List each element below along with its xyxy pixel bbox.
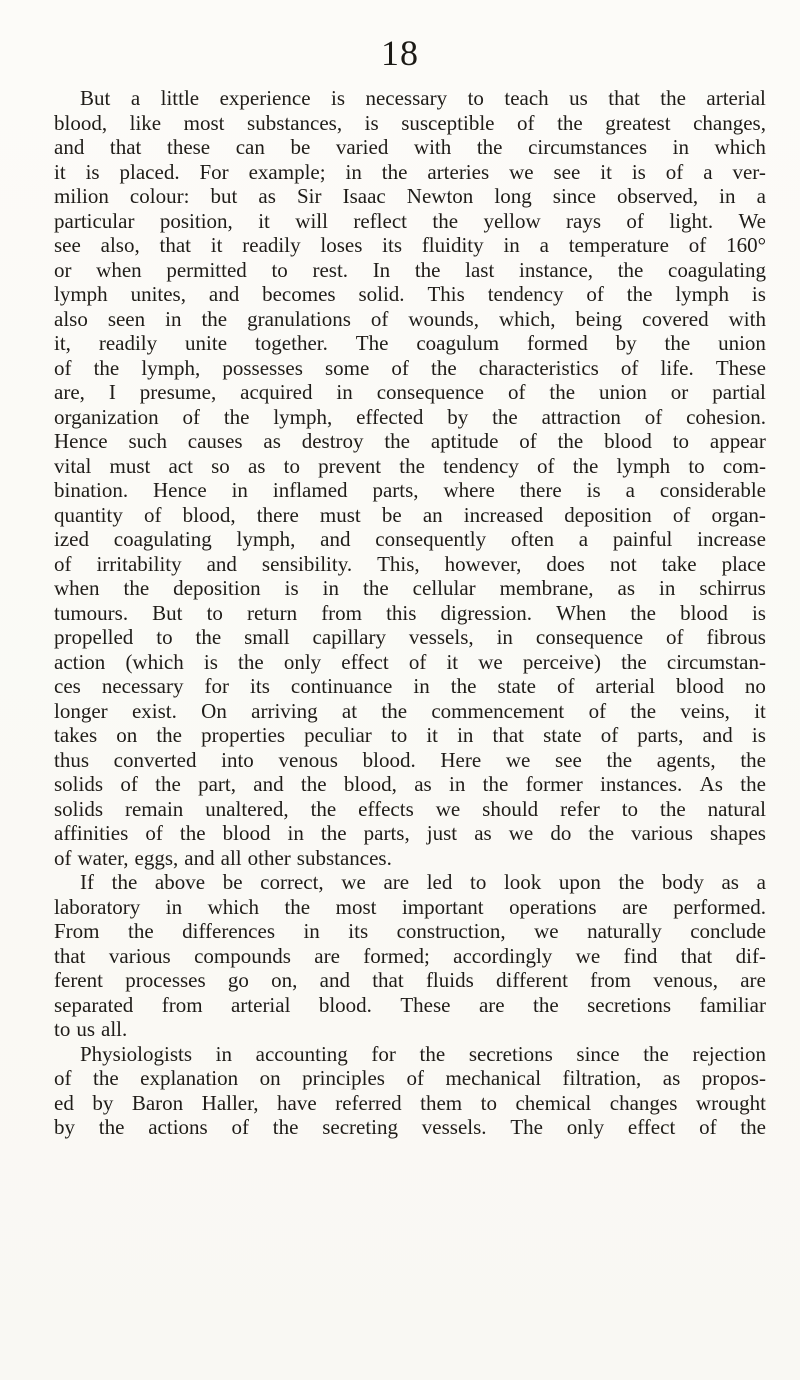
text-line: ed by Baron Haller, have referred them to chemical changes wrought — [54, 1090, 766, 1115]
text-line: Physiologists in accounting for the secretions since the rejection — [80, 1041, 766, 1066]
text-line: affinities of the blood in the parts, just as we do the various shapes — [54, 821, 766, 845]
text-line: blood, like most substances, is susceptible of the greatest changes, — [54, 110, 766, 135]
text-line: ces necessary for its continuance in the state of arterial blood no — [54, 674, 766, 698]
text-line: vital must act so as to prevent the tendency of the lymph to com- — [54, 453, 766, 478]
text-line: are, I presume, acquired in consequence of the union or partial — [54, 380, 766, 404]
text-line: or when permitted to rest. In the last instance, the coagulating — [54, 257, 766, 282]
text-line: longer exist. On arriving at the commencement of the veins, it — [54, 698, 766, 723]
text-line: by the actions of the secreting vessels. The only effect of the — [54, 1115, 766, 1139]
text-line: action (which is the only effect of it we perceive) the circumstan- — [54, 649, 766, 674]
page-number: 18 — [381, 33, 419, 73]
text-line: see also, that it readily loses its fluidity in a temperature of 160° — [54, 233, 766, 257]
text-line: takes on the properties peculiar to it in that state of parts, and is — [54, 723, 766, 747]
text-line: of water, eggs, and all other substances. — [54, 845, 392, 870]
text-line: Hence such causes as destroy the aptitude of the blood to appear — [54, 429, 766, 453]
text-line: But a little experience is necessary to teach us that the arterial — [80, 86, 766, 110]
text-line: ferent processes go on, and that fluids different from venous, are — [54, 968, 766, 992]
text-line: From the differences in its construction, we naturally conclude — [54, 919, 766, 943]
body-text — [54, 86, 766, 1140]
text-line: of the explanation on principles of mechanical filtration, as propos- — [54, 1066, 766, 1090]
text-line: to us all. — [54, 1017, 128, 1041]
text-line: If the above be correct, we are led to look upon the body as a — [80, 870, 766, 894]
text-line: laboratory in which the most important operations are performed. — [54, 894, 766, 919]
text-line: tumours. But to return from this digression. When the blood is — [54, 600, 766, 625]
text-line: propelled to the small capillary vessels, in consequence of fibrous — [54, 625, 766, 649]
text-line: also seen in the granulations of wounds, which, being covered with — [54, 306, 766, 331]
text-line: of irritability and sensibility. This, however, does not take place — [54, 551, 766, 576]
text-line: milion colour: but as Sir Isaac Newton long since observed, in a — [54, 184, 766, 208]
text-line: it is placed. For example; in the arteries we see it is of a ver- — [54, 159, 766, 184]
paragraph — [54, 870, 766, 1042]
text-line: thus converted into venous blood. Here we see the agents, the — [54, 747, 766, 772]
text-line: solids of the part, and the blood, as in the former instances. As the — [54, 772, 766, 796]
text-line: ized coagulating lymph, and consequently often a painful increase — [54, 527, 766, 551]
text-line: separated from arterial blood. These are the secretions familiar — [54, 992, 766, 1017]
paragraph — [54, 86, 766, 870]
text-line: quantity of blood, there must be an increased deposition of organ- — [54, 502, 766, 527]
text-line: organization of the lymph, effected by the attraction of cohesion. — [54, 404, 766, 429]
text-line: and that these can be varied with the circumstances in which — [54, 135, 766, 159]
text-line: solids remain unaltered, the effects we should refer to the natural — [54, 796, 766, 821]
text-line: of the lymph, possesses some of the characteristics of life. These — [54, 355, 766, 380]
text-line: bination. Hence in inflamed parts, where there is a considerable — [54, 478, 766, 502]
text-line: lymph unites, and becomes solid. This tendency of the lymph is — [54, 282, 766, 306]
text-line: it, readily unite together. The coagulum formed by the union — [54, 331, 766, 355]
text-line: particular position, it will reflect the yellow rays of light. We — [54, 208, 766, 233]
paragraph — [54, 1042, 766, 1140]
text-line: when the deposition is in the cellular membrane, as in schirrus — [54, 576, 766, 600]
text-line: that various compounds are formed; accordingly we find that dif- — [54, 943, 766, 968]
